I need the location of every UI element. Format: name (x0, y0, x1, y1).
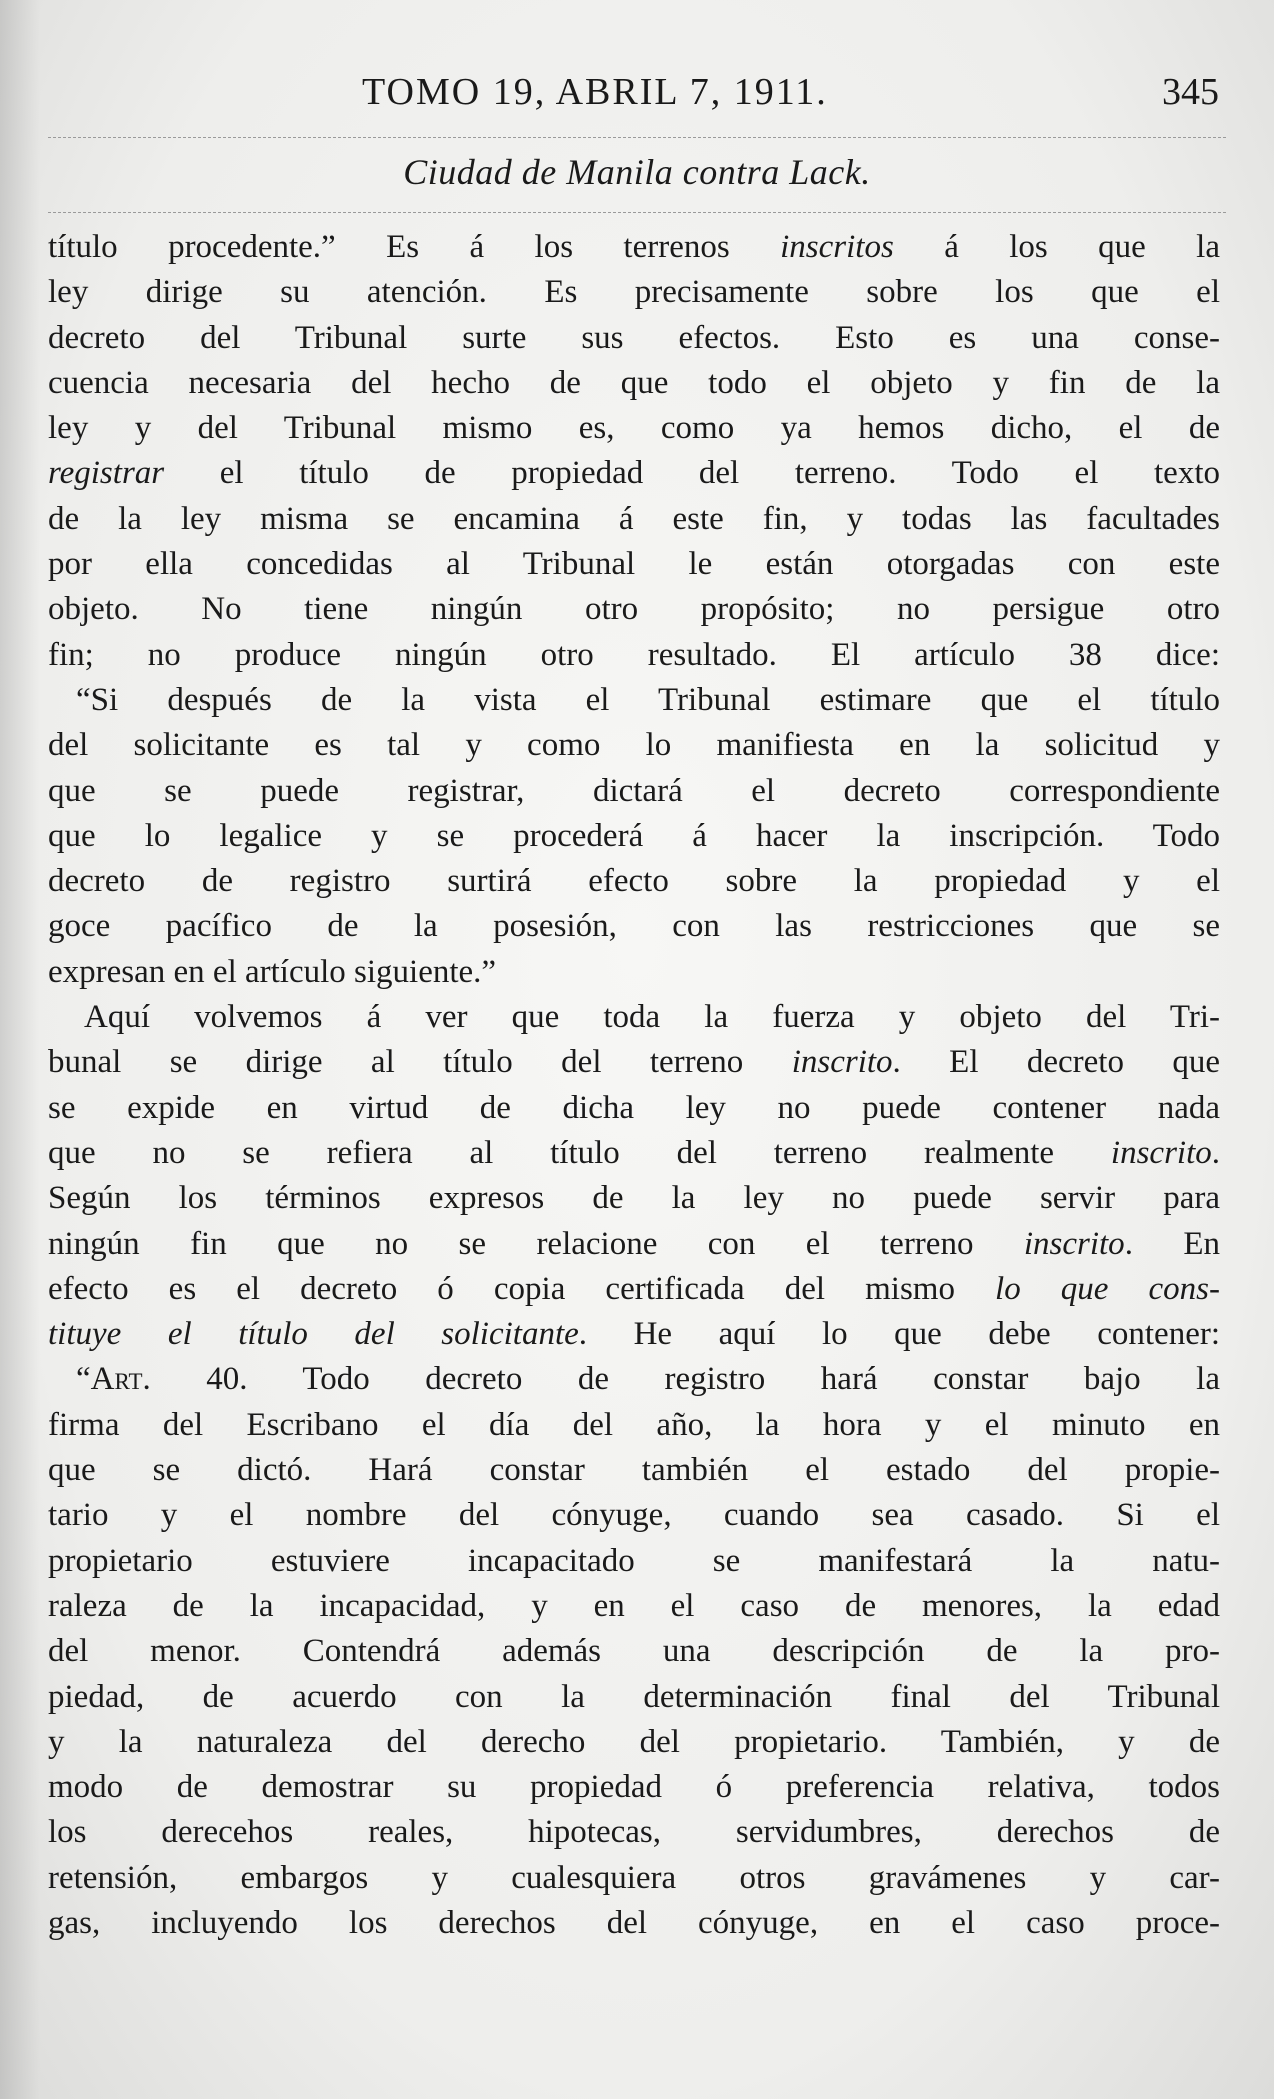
quote-line: propietario estuviere incapacitado se manifestará la natu- (48, 1542, 1220, 1579)
text-line: objeto. No tiene ningún otro propósito; no persigue otro (48, 591, 1220, 628)
case-title-rule (48, 212, 1226, 213)
quote-line: gas, incluyendo los derechos del cónyuge, en el caso proce- (48, 1904, 1220, 1941)
text-line: cuencia necesaria del hecho de que todo el objeto y fin de la (48, 364, 1220, 401)
quote-line: y la naturaleza del derecho del propietario. También, y de (48, 1723, 1220, 1760)
text-line: registrar el título de propiedad del terreno. Todo el texto (48, 455, 1220, 492)
quote-line: raleza de la incapacidad, y en el caso de menores, la edad (48, 1587, 1220, 1624)
quote-line: del menor. Contendrá además una descripción de la pro- (48, 1633, 1220, 1670)
text-line: se expide en virtud de dicha ley no puede contener nada (48, 1089, 1220, 1126)
quote-line: que se dictó. Hará constar también el estado del propie- (48, 1452, 1220, 1489)
text-line: por ella concedidas al Tribunal le están otorgadas con este (48, 546, 1220, 583)
text-line: que no se refiera al título del terreno realmente inscrito. (48, 1134, 1220, 1171)
text-line: bunal se dirige al título del terreno inscrito. El decreto que (48, 1044, 1220, 1081)
quote-line: que se puede registrar, dictará el decreto correspondiente (48, 772, 1220, 809)
running-header (0, 62, 1274, 122)
quote-line: del solicitante es tal y como lo manifiesta en la solicitud y (48, 727, 1220, 764)
text-line: ley y del Tribunal mismo es, como ya hemos dicho, el de (48, 410, 1220, 447)
body-text (48, 225, 1220, 1946)
quote-line: que lo legalice y se procederá á hacer la inscripción. Todo (48, 817, 1220, 854)
quote-line: retensión, embargos y cualesquiera otros gravámenes y car- (48, 1859, 1220, 1896)
quote-line: goce pacífico de la posesión, con las restricciones que se (48, 908, 1220, 945)
text-line: Según los términos expresos de la ley no puede servir para (48, 1180, 1220, 1217)
running-head-title: TOMO 19, ABRIL 7, 1911. (362, 71, 828, 113)
header-rule (48, 137, 1226, 138)
quote-line: “Art. 40. Todo decreto de registro hará constar bajo la (76, 1361, 1220, 1398)
quote-line: “Si después de la vista el Tribunal estimare que el título (76, 681, 1220, 718)
quote-line: firma del Escribano el día del año, la hora y el minuto en (48, 1406, 1220, 1443)
text-line: ley dirige su atención. Es precisamente sobre los que el (48, 274, 1220, 311)
text-line: fin; no produce ningún otro resultado. El artículo 38 dice: (48, 636, 1220, 673)
text-line: título procedente.” Es á los terrenos inscritos á los que la (48, 229, 1221, 265)
quote-line: los derecehos reales, hipotecas, servidumbres, derechos de (48, 1814, 1220, 1851)
case-title: Ciudad de Manila contra Lack. (403, 152, 871, 192)
text-line: ningún fin que no se relacione con el terreno inscrito. En (48, 1225, 1220, 1262)
text-line: Aquí volvemos á ver que toda la fuerza y objeto del Tri- (84, 999, 1220, 1036)
text-line: de la ley misma se encamina á este fin, y todas las facultades (48, 500, 1220, 537)
quote-line: decreto de registro surtirá efecto sobre la propiedad y el (48, 863, 1220, 900)
text-line: decreto del Tribunal surte sus efectos. Esto es una conse- (48, 319, 1220, 356)
quote-line: piedad, de acuerdo con la determinación final del Tribunal (48, 1678, 1220, 1715)
page-number: 345 (1162, 71, 1219, 113)
text-line: efecto es el decreto ó copia certificada del mismo lo que cons- (48, 1270, 1220, 1307)
page-edge-shadow (0, 0, 40, 2099)
quote-line: expresan en el artículo siguiente.” (48, 953, 497, 990)
text-line: tituye el título del solicitante. He aquí lo que debe contener: (48, 1316, 1220, 1353)
quote-line: tario y el nombre del cónyuge, cuando sea casado. Si el (48, 1497, 1220, 1534)
quote-line: modo de demostrar su propiedad ó preferencia relativa, todos (48, 1769, 1220, 1806)
